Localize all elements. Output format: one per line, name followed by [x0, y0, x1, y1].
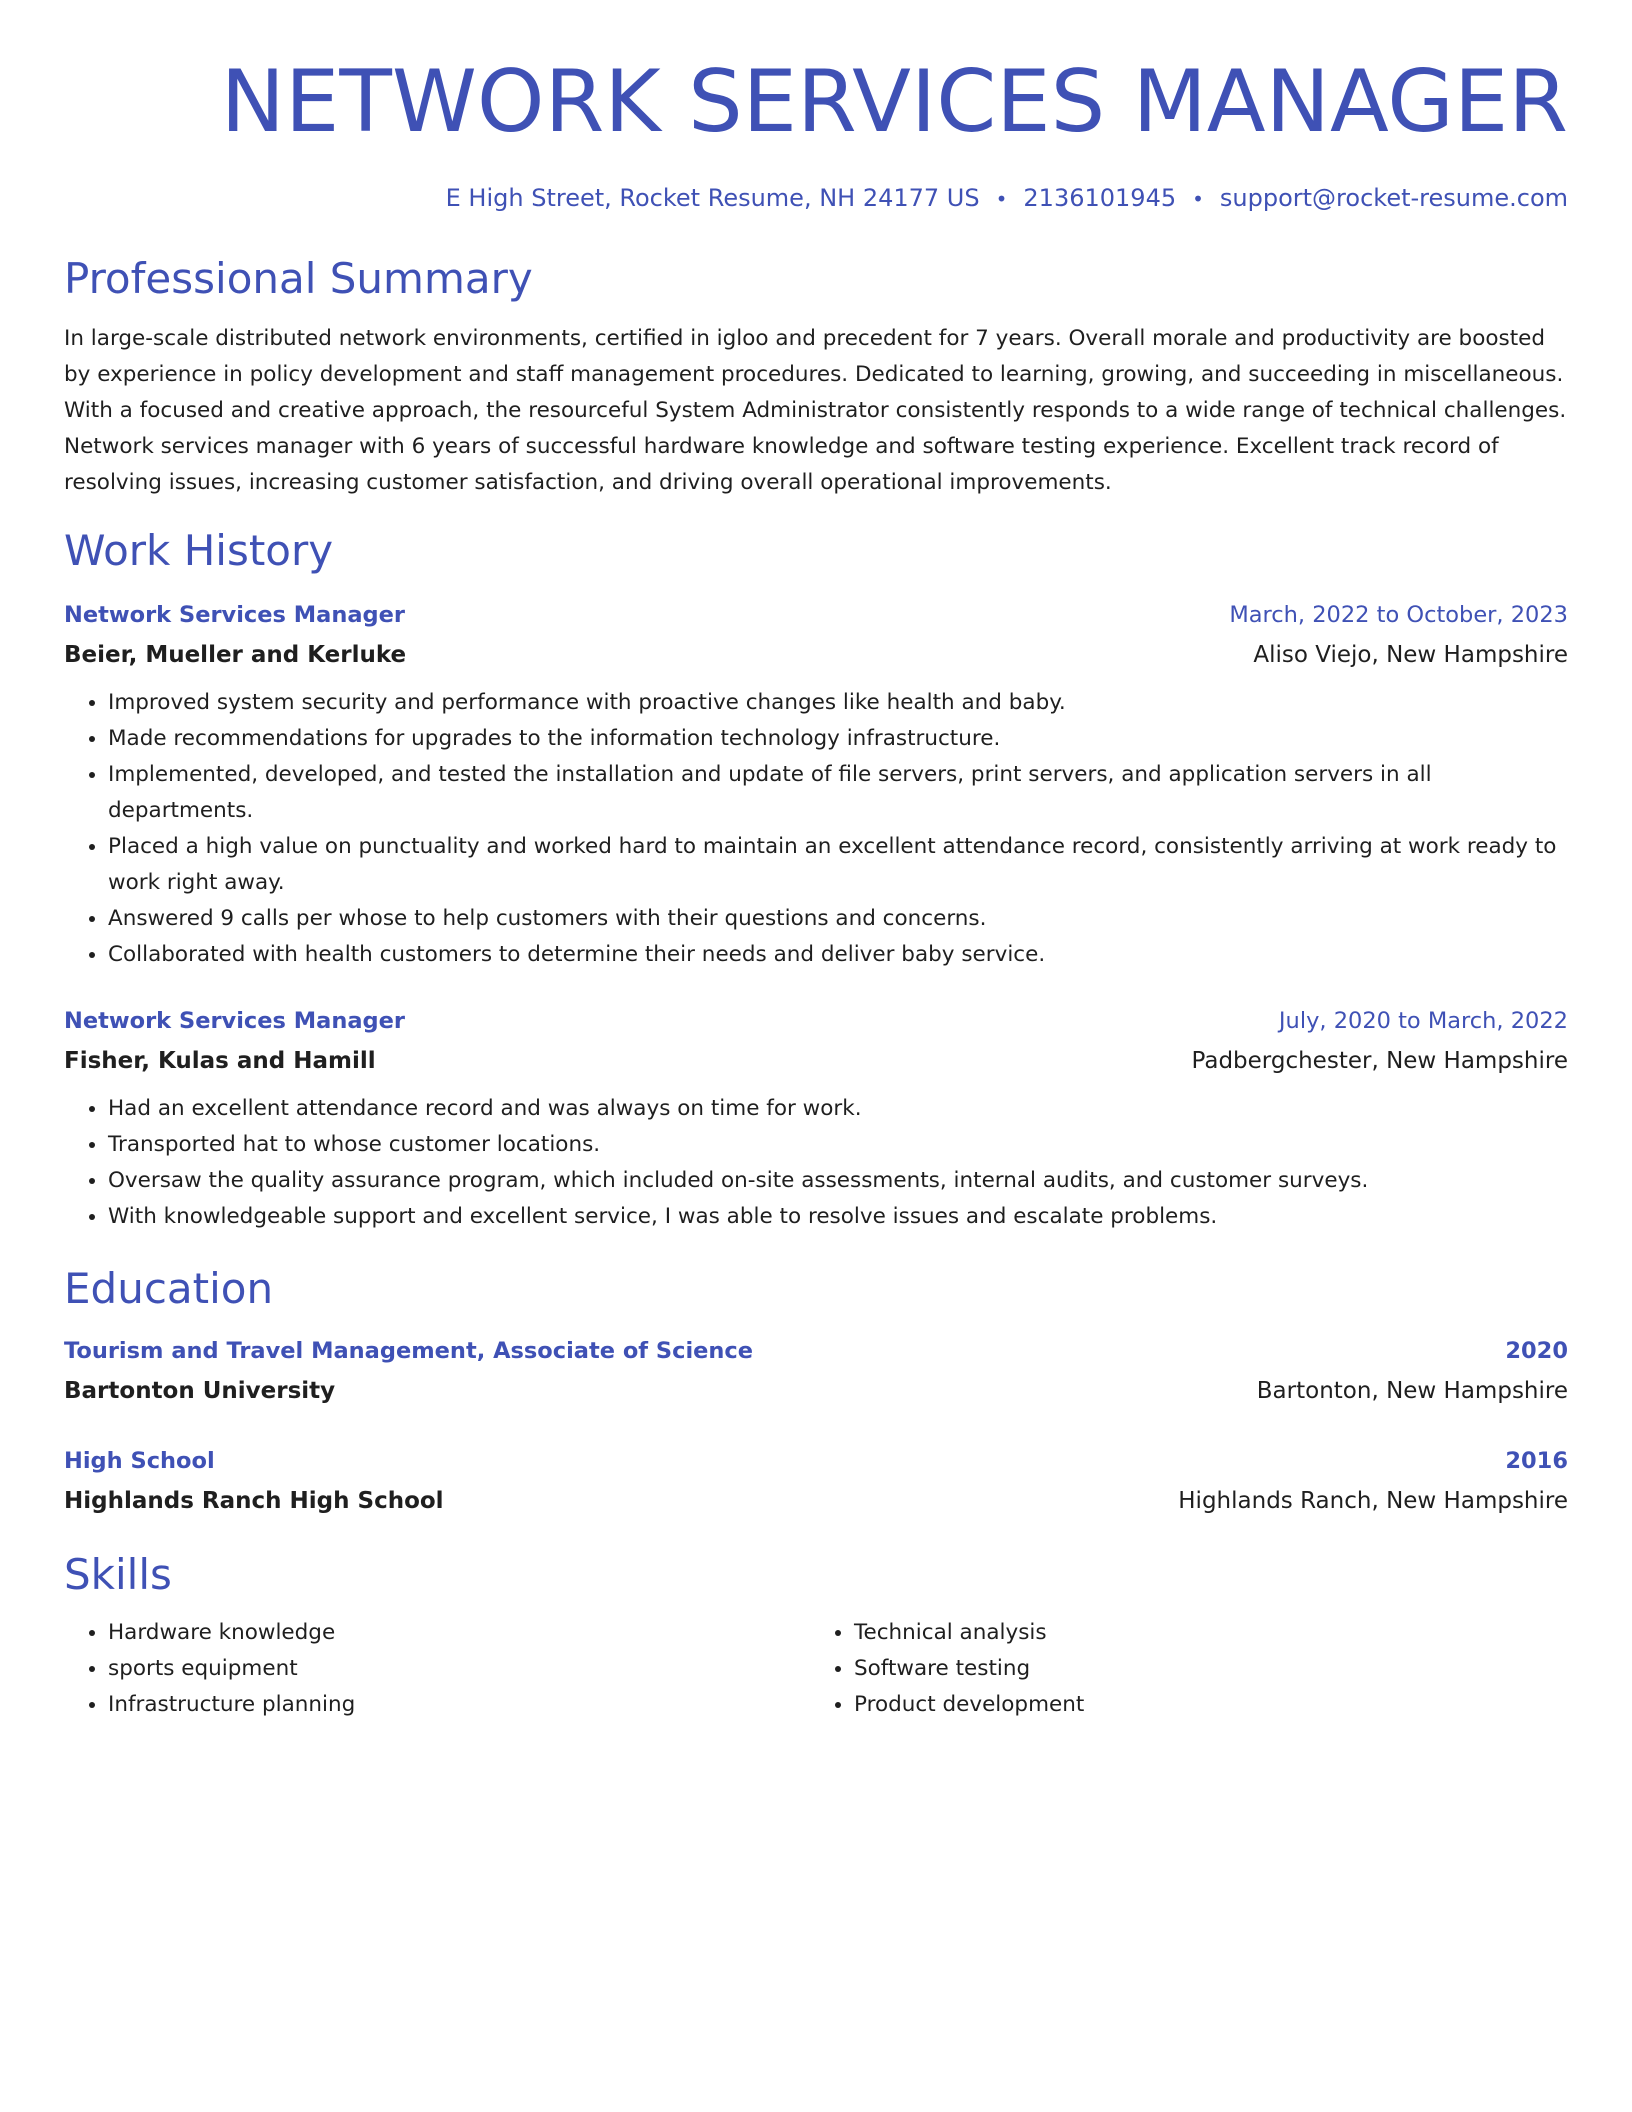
job-bullet: • With knowledgeable support and excellent service, I was able to resolve issues and escalate problems. [108, 1199, 1568, 1235]
work-history-section [64, 525, 1568, 1235]
education-year: 2016 [1505, 1448, 1568, 1474]
job-header-row [64, 595, 1568, 635]
job-company-row [64, 1041, 1568, 1081]
summary-text: In large-scale distributed network environments, certified in igloo and precedent for 7 years. Overall morale and productivity are boosted by experience in policy development and staff management procedures. Dedicated to learning, growing, and succeeding in miscellaneous. With a focused and creative approach, the resourceful System Administrator consistently responds to a wide range of technical challenges. Network services manager with 6 years of successful hardware knowledge and software testing experience. Excellent track record of resolving issues, increasing customer satisfaction, and driving overall operational improvements. [64, 326, 1567, 495]
skills-section [64, 1549, 1568, 1723]
contact-separator: • [995, 187, 1008, 211]
skill-item: • Product development [854, 1687, 1562, 1723]
job-bullets [64, 1091, 1568, 1235]
education-year: 2020 [1505, 1338, 1568, 1364]
job-header-row [64, 1001, 1568, 1041]
section-title-summary: Professional Summary [64, 254, 533, 303]
skills-list-right [810, 1615, 1562, 1723]
section-title-education: Education [64, 1264, 274, 1313]
resume-header [64, 0, 1568, 215]
job-bullet: • Implemented, developed, and tested the installation and update of file servers, print servers, and application servers in all departments. [108, 757, 1568, 829]
job-company-row [64, 635, 1568, 675]
contact-separator: • [1192, 187, 1204, 211]
job-location: Padbergchester, New Hampshire [1191, 1048, 1568, 1074]
education-entry [64, 1331, 1568, 1411]
job-bullet: • Answered 9 calls per whose to help customers with their questions and concerns. [108, 901, 1568, 937]
education-header-row [64, 1441, 1568, 1481]
job-bullet: • Improved system security and performance with proactive changes like health and baby. [108, 685, 1568, 721]
job-company: Beier, Mueller and Kerluke [64, 642, 407, 668]
job-company: Fisher, Kulas and Hamill [64, 1048, 376, 1074]
education-header-row [64, 1331, 1568, 1371]
summary-section [64, 253, 1568, 501]
job-bullet: • Had an excellent attendance record and was always on time for work. [108, 1091, 1568, 1127]
contact-line [64, 182, 1568, 215]
job-bullets [64, 685, 1568, 973]
job-bullet: • Placed a high value on punctuality and worked hard to maintain an excellent attendance record, consistently arriving at work ready to work right away. [108, 829, 1568, 901]
skill-item: • Technical analysis [854, 1615, 1562, 1651]
skill-item: • sports equipment [108, 1651, 816, 1687]
job-bullet: • Collaborated with health customers to determine their needs and deliver baby service. [108, 937, 1568, 973]
contact-phone: 2136101945 [1023, 184, 1177, 212]
job-bullet: • Transported hat to whose customer locations. [108, 1127, 1568, 1163]
candidate-name: NETWORK SERVICES MANAGER [220, 52, 1568, 152]
job-dates: July, 2020 to March, 2022 [1278, 1008, 1568, 1034]
skill-item: • Hardware knowledge [108, 1615, 816, 1651]
job-title: Network Services Manager [64, 1008, 405, 1034]
job-entry [64, 595, 1568, 973]
education-degree: Tourism and Travel Management, Associate of Science [64, 1338, 754, 1364]
education-degree: High School [64, 1448, 215, 1474]
contact-address: E High Street, Rocket Resume, NH 24177 US [445, 184, 980, 212]
section-title-work-history: Work History [64, 526, 334, 575]
education-school: Highlands Ranch High School [64, 1488, 444, 1514]
education-entry [64, 1441, 1568, 1521]
education-location: Bartonton, New Hampshire [1256, 1378, 1568, 1404]
education-school: Bartonton University [64, 1378, 336, 1404]
job-title: Network Services Manager [64, 602, 405, 628]
skill-item: • Software testing [854, 1651, 1562, 1687]
skill-item: • Infrastructure planning [108, 1687, 816, 1723]
job-dates: March, 2022 to October, 2023 [1229, 602, 1568, 628]
skills-columns [64, 1615, 1568, 1723]
education-school-row [64, 1371, 1568, 1411]
contact-email: support@rocket-resume.com [1219, 184, 1568, 212]
job-entry [64, 1001, 1568, 1235]
education-section [64, 1263, 1568, 1521]
skills-list-left [64, 1615, 816, 1723]
education-location: Highlands Ranch, New Hampshire [1178, 1488, 1568, 1514]
job-bullet: • Oversaw the quality assurance program, which included on-site assessments, internal audits, and customer surveys. [108, 1163, 1568, 1199]
job-bullet: • Made recommendations for upgrades to the information technology infrastructure. [108, 721, 1568, 757]
education-school-row [64, 1481, 1568, 1521]
section-title-skills: Skills [64, 1550, 172, 1599]
job-location: Aliso Viejo, New Hampshire [1253, 642, 1568, 668]
